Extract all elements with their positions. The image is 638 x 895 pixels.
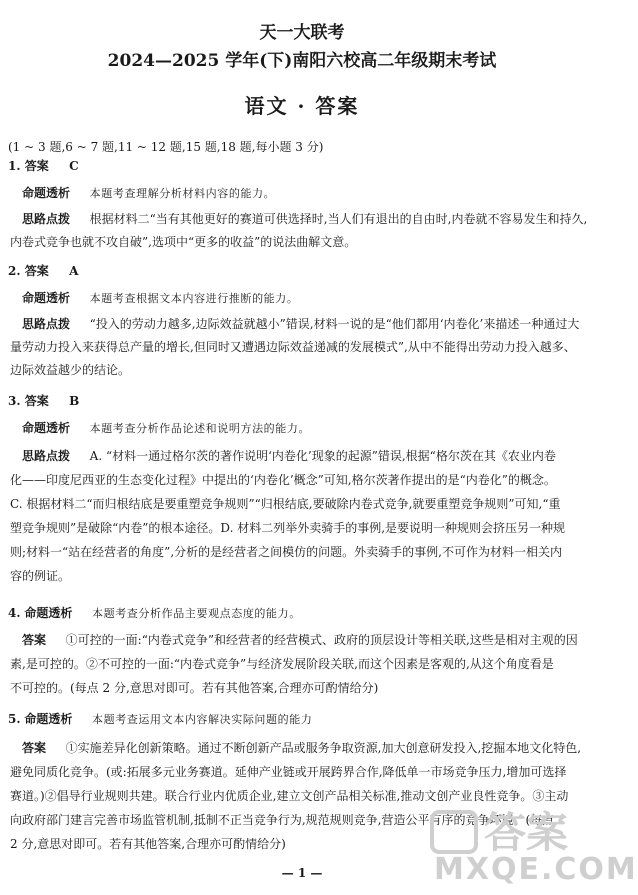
q4-answer-row	[22, 631, 578, 649]
q4-answer-line-3: 不可控的。(每点 2 分,意思对即可。若有其他答案,合理亦可酌情给分)	[10, 681, 379, 695]
exam-organizer-title: 天一大联考	[259, 23, 345, 43]
q2-thinking-row	[22, 315, 579, 333]
q5-answer-line-5: 2 分,意思对即可。若有其他答案,合理亦可酌情给分)	[10, 837, 286, 851]
q5-answer-line-1: ①实施差异化创新策略。通过不断创新产品或服务争取资源,加大创意研发投入,挖掘本地文化特色,	[65, 741, 582, 755]
q4-answer-label: 答案	[22, 633, 47, 647]
q1-answer-label: 答案	[24, 159, 49, 173]
q1-number: 1.	[8, 159, 21, 173]
q3-thinking-line-2: 化——印度尼西亚的生态变化过程》中提出的‘内卷化’概念”可知,格尔茨著作提出的是“内卷化”的概念。	[10, 473, 556, 487]
q3-answer-row	[8, 392, 79, 410]
q5-answer-row	[22, 739, 581, 757]
q2-thinking-label: 思路点拨	[22, 317, 71, 331]
q4-number: 4.	[8, 606, 21, 620]
q4-answer-line-1: ①可控的一面:“内卷式竞争”和经营者的经营模式、政府的顶层设计等相关联,这些是相对主观的因	[65, 633, 578, 647]
q1-thinking-line-2: 内卷式竞争也就不攻自破”,选项中“更多的收益”的说法曲解文意。	[10, 235, 357, 249]
q5-answer-line-3: 赛道。)②倡导行业规则共建。联合行业内优质企业,建立文创产品相关标准,推动文创产业良性竞争。③主动	[10, 789, 569, 803]
q3-intent-row	[22, 419, 310, 438]
q5-answer-label: 答案	[22, 741, 47, 755]
q5-answer-line-2: 避免同质化竞争。(或:拓展多元业务赛道。延伸产业链或开展跨界合作,降低单一市场竞争压力,增加可选择	[10, 765, 567, 779]
q1-thinking-row	[22, 210, 587, 228]
q3-thinking-line-3: C. 根据材料二“而归根结底是要重塑竞争规则”“归根结底,要破除内卷式竞争,就要重塑竞争规则”可知,“重	[10, 497, 561, 511]
q5-intent-row	[8, 710, 312, 729]
q1-thinking-line-1: 根据材料二“当有其他更好的赛道可供选择时,当人们有退出的自由时,内卷就不容易发生和持久,	[89, 212, 588, 226]
q5-number: 5.	[8, 712, 21, 726]
q2-intent-label: 命题透析	[22, 291, 71, 305]
q3-thinking-line-4: 塑竞争规则”是破除“内卷”的根本途径。D. 材料二列举外卖骑手的事例,是要说明一种规则会挤压另一种规	[10, 521, 566, 535]
q3-thinking-label: 思路点拨	[22, 449, 71, 463]
q2-answer-row	[8, 262, 78, 280]
scoring-note: (1 ~ 3 题,6 ~ 7 题,11 ~ 12 题,15 题,18 题,每小题 3 分)	[8, 140, 324, 154]
q2-thinking-line-1: “投入的劳动力越多,边际效益就越小”错误,材料一说的是“他们都用‘内卷化’来描述一种通过大	[89, 317, 580, 331]
q1-intent-label: 命题透析	[22, 186, 71, 200]
q2-intent-row	[22, 289, 298, 308]
q4-intent-row	[8, 604, 301, 623]
q3-intent-text: 本题考查分析作品论述和说明方法的能力。	[89, 422, 311, 435]
q5-answer-line-4: 向政府部门建言完善市场监管机制,抵制不正当竞争行为,规范规则竞争,营造公平有序的竞争环境。(每点	[10, 813, 555, 827]
q3-thinking-row	[22, 447, 556, 465]
q4-answer-line-2: 素,是可控的。②不可控的一面:“内卷式竞争”与经济发展阶段关联,而这个因素是客观的,从这个角度看是	[10, 657, 554, 671]
q4-intent-text: 本题考查分析作品主要观点态度的能力。	[92, 607, 301, 620]
q1-thinking-label: 思路点拨	[22, 212, 71, 226]
watermark-text: 答案	[484, 808, 569, 857]
exam-title: 2024—2025 学年(下)南阳六校高二年级期末考试	[107, 51, 497, 71]
q1-intent-row	[22, 184, 275, 203]
q2-number: 2.	[8, 264, 21, 278]
subject-title: 语文 · 答案	[244, 94, 360, 118]
q3-answer-value: B	[69, 394, 80, 408]
q2-thinking-line-3: 边际效益越少的结论。	[10, 363, 131, 377]
q3-thinking-line-5: 则;材料一“站在经营者的角度”,分析的是经营者之间模仿的问题。外卖骑手的事例,不可作为材料一相关内	[10, 545, 562, 559]
q5-intent-label: 命题透析	[24, 712, 73, 726]
q2-answer-label: 答案	[24, 264, 49, 278]
q4-intent-label: 命题透析	[24, 606, 73, 620]
watermark-site: MXQE.COM	[434, 852, 638, 887]
q1-intent-text: 本题考查理解分析材料内容的能力。	[89, 187, 276, 200]
q3-thinking-line-6: 容的例证。	[10, 569, 71, 583]
q3-number: 3.	[8, 394, 21, 408]
q5-intent-text: 本题考查运用文本内容解决实际问题的能力	[92, 713, 313, 726]
q2-intent-text: 本题考查根据文本内容进行推断的能力。	[89, 292, 299, 305]
q2-thinking-line-2: 量劳动力投入来获得总产量的增长,但同时又遭遇边际效益递减的发展模式”,从中不能得出劳动力投入越多、	[10, 340, 576, 354]
q2-answer-value: A	[69, 264, 79, 278]
page-number: — 1 —	[281, 866, 323, 880]
q1-answer-value: C	[69, 159, 79, 173]
q3-thinking-line-1: A. “材料一通过格尔茨的著作说明‘内卷化’现象的起源”错误,根据“格尔茨在其《农业内卷	[89, 449, 556, 463]
q3-answer-label: 答案	[24, 394, 49, 408]
q3-intent-label: 命题透析	[22, 421, 71, 435]
q1-answer-row	[8, 157, 79, 175]
